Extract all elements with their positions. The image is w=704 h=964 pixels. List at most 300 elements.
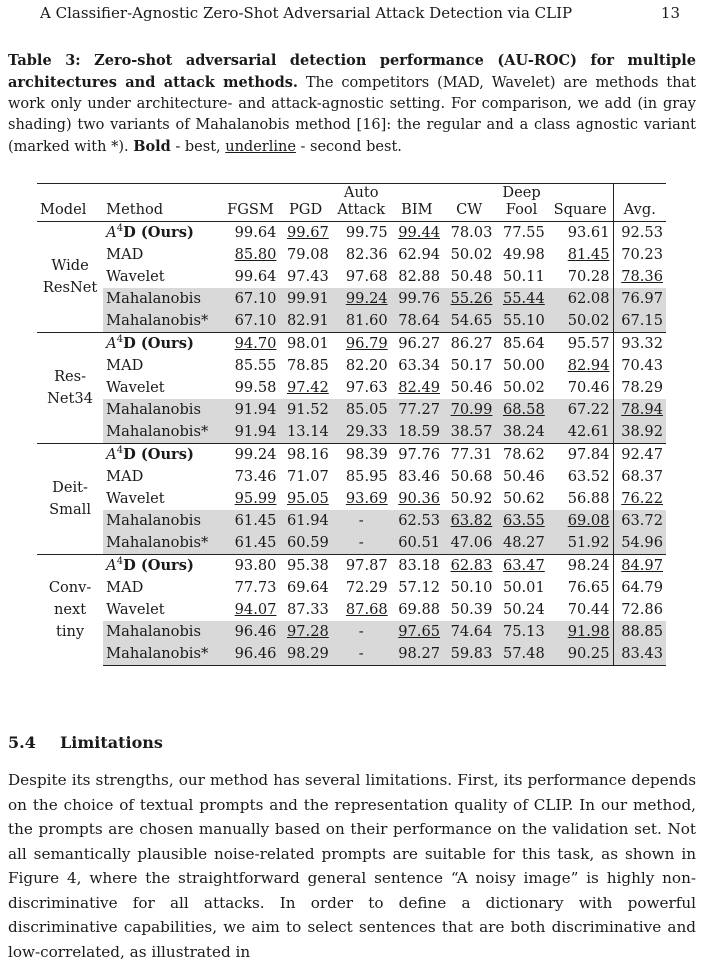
cell-value: 77.73 xyxy=(234,579,277,596)
value-cell xyxy=(332,643,391,666)
cell-value: 78.94 xyxy=(621,401,663,418)
cell-value: 60.59 xyxy=(286,534,329,551)
value-cell xyxy=(495,532,547,555)
avg-cell xyxy=(613,488,666,510)
cell-value: 70.99 xyxy=(450,401,493,418)
header-square: Square xyxy=(548,184,613,222)
method-cell xyxy=(103,510,221,532)
table-row xyxy=(37,532,666,555)
cell-value: 62.94 xyxy=(398,246,441,263)
method-cell xyxy=(103,244,221,266)
ours-label: D (Ours) xyxy=(123,557,194,574)
value-cell xyxy=(222,621,280,643)
value-cell xyxy=(332,244,391,266)
avg-cell xyxy=(613,288,666,310)
cell-value: 77.31 xyxy=(450,446,493,463)
cell-value: 99.24 xyxy=(345,290,388,307)
cell-value: - xyxy=(358,512,364,529)
value-cell xyxy=(495,510,547,532)
value-cell xyxy=(279,599,331,621)
cell-value: 83.43 xyxy=(621,645,663,662)
cell-value: 50.02 xyxy=(502,379,545,396)
cell-value: 77.27 xyxy=(398,401,441,418)
cell-value: 67.15 xyxy=(621,312,663,329)
cell-value: 91.98 xyxy=(567,623,610,640)
avg-cell xyxy=(613,510,666,532)
cell-value: 76.97 xyxy=(621,290,663,307)
cell-value: 96.46 xyxy=(234,623,277,640)
model-name-line: ResNet xyxy=(42,279,98,296)
table-header xyxy=(37,184,666,222)
cell-value: 69.64 xyxy=(286,579,329,596)
method-name: Mahalanobis* xyxy=(106,423,209,440)
value-cell xyxy=(391,599,443,621)
header-autoattack-line1: Auto xyxy=(343,184,379,201)
value-cell xyxy=(548,621,613,643)
cell-value: 98.16 xyxy=(286,446,329,463)
value-cell xyxy=(222,244,280,266)
value-cell xyxy=(548,488,613,510)
value-cell xyxy=(548,222,613,245)
cell-value: 54.65 xyxy=(450,312,493,329)
cell-value: 63.55 xyxy=(502,512,545,529)
ours-letter: A xyxy=(106,335,117,352)
cell-value: 73.46 xyxy=(234,468,277,485)
cell-value: 68.58 xyxy=(502,401,545,418)
value-cell xyxy=(443,421,495,444)
method-name: MAD xyxy=(106,579,144,596)
value-cell xyxy=(443,244,495,266)
cell-value: 79.08 xyxy=(286,246,329,263)
cell-value: 72.86 xyxy=(621,601,663,618)
value-cell xyxy=(391,266,443,288)
cell-value: 70.46 xyxy=(567,379,610,396)
cell-value: 97.68 xyxy=(345,268,388,285)
value-cell xyxy=(332,355,391,377)
avg-cell xyxy=(613,643,666,666)
cell-value: 67.10 xyxy=(234,312,277,329)
value-cell xyxy=(391,244,443,266)
cell-value: 96.79 xyxy=(345,335,388,352)
value-cell xyxy=(443,355,495,377)
value-cell xyxy=(391,510,443,532)
value-cell xyxy=(548,643,613,666)
value-cell xyxy=(391,333,443,356)
value-cell xyxy=(391,222,443,245)
cell-value: 78.29 xyxy=(621,379,663,396)
model-cell xyxy=(37,222,103,333)
cell-value: 55.44 xyxy=(502,290,545,307)
value-cell xyxy=(222,399,280,421)
table-row xyxy=(37,466,666,488)
avg-cell xyxy=(613,266,666,288)
value-cell xyxy=(279,532,331,555)
value-cell xyxy=(391,310,443,333)
value-cell xyxy=(332,310,391,333)
avg-cell xyxy=(613,333,666,356)
cell-value: 88.85 xyxy=(621,623,663,640)
avg-cell xyxy=(613,399,666,421)
value-cell xyxy=(391,288,443,310)
cell-value: 63.52 xyxy=(567,468,610,485)
cell-value: 95.99 xyxy=(234,490,277,507)
avg-cell xyxy=(613,532,666,555)
value-cell xyxy=(391,466,443,488)
method-name: Wavelet xyxy=(106,601,165,618)
cell-value: 62.08 xyxy=(567,290,610,307)
value-cell xyxy=(222,377,280,399)
cell-value: 85.05 xyxy=(345,401,388,418)
cell-value: 97.87 xyxy=(345,557,388,574)
method-cell xyxy=(103,310,221,333)
header-model: Model xyxy=(37,184,103,222)
value-cell xyxy=(548,377,613,399)
cell-value: 93.32 xyxy=(621,335,663,352)
method-name: Mahalanobis* xyxy=(106,312,209,329)
value-cell xyxy=(332,510,391,532)
value-cell xyxy=(443,577,495,599)
method-cell xyxy=(103,288,221,310)
method-cell xyxy=(103,643,221,666)
cell-value: 99.64 xyxy=(234,224,277,241)
avg-cell xyxy=(613,355,666,377)
cell-value: 96.46 xyxy=(234,645,277,662)
caption-text-2: - best, xyxy=(170,139,226,155)
cell-value: 55.26 xyxy=(450,290,493,307)
value-cell xyxy=(279,399,331,421)
cell-value: 84.97 xyxy=(621,557,663,574)
value-cell xyxy=(332,377,391,399)
value-cell xyxy=(443,399,495,421)
value-cell xyxy=(495,555,547,578)
method-cell xyxy=(103,555,221,578)
value-cell xyxy=(222,510,280,532)
cell-value: 97.65 xyxy=(398,623,441,640)
cell-value: 97.76 xyxy=(398,446,441,463)
cell-value: 97.42 xyxy=(286,379,329,396)
ours-superscript: 4 xyxy=(116,334,124,346)
cell-value: 42.61 xyxy=(567,423,610,440)
cell-value: 97.63 xyxy=(345,379,388,396)
value-cell xyxy=(279,355,331,377)
value-cell xyxy=(443,288,495,310)
cell-value: 70.44 xyxy=(567,601,610,618)
value-cell xyxy=(391,555,443,578)
value-cell xyxy=(222,444,280,467)
method-cell xyxy=(103,377,221,399)
avg-cell xyxy=(613,466,666,488)
value-cell xyxy=(332,266,391,288)
table-row xyxy=(37,577,666,599)
value-cell xyxy=(332,222,391,245)
cell-value: 97.28 xyxy=(286,623,329,640)
header-row xyxy=(37,184,666,222)
cell-value: 83.46 xyxy=(398,468,441,485)
method-name: Wavelet xyxy=(106,490,165,507)
method-name: Mahalanobis* xyxy=(106,645,209,662)
model-cell xyxy=(37,444,103,555)
cell-value: 50.39 xyxy=(450,601,493,618)
value-cell xyxy=(279,310,331,333)
cell-value: - xyxy=(358,623,364,640)
method-cell xyxy=(103,488,221,510)
value-cell xyxy=(391,399,443,421)
cell-value: 61.94 xyxy=(286,512,329,529)
method-name: Mahalanobis* xyxy=(106,534,209,551)
cell-value: 91.94 xyxy=(234,423,277,440)
value-cell xyxy=(495,244,547,266)
value-cell xyxy=(279,444,331,467)
cell-value: 82.20 xyxy=(345,357,388,374)
value-cell xyxy=(495,377,547,399)
value-cell xyxy=(548,510,613,532)
header-deepfool xyxy=(495,184,547,222)
cell-value: 99.91 xyxy=(286,290,329,307)
cell-value: 50.46 xyxy=(450,379,493,396)
method-name: Mahalanobis xyxy=(106,512,201,529)
value-cell xyxy=(222,577,280,599)
model-name-line: Conv- xyxy=(48,579,92,597)
value-cell xyxy=(279,244,331,266)
value-cell xyxy=(443,466,495,488)
method-cell xyxy=(103,621,221,643)
value-cell xyxy=(332,577,391,599)
cell-value: 91.94 xyxy=(234,401,277,418)
cell-value: 50.62 xyxy=(502,490,545,507)
value-cell xyxy=(391,577,443,599)
cell-value: 87.33 xyxy=(286,601,329,618)
value-cell xyxy=(222,643,280,666)
cell-value: 90.25 xyxy=(567,645,610,662)
avg-cell xyxy=(613,377,666,399)
cell-value: 63.47 xyxy=(502,557,545,574)
cell-value: 98.39 xyxy=(345,446,388,463)
cell-value: 63.82 xyxy=(450,512,493,529)
cell-value: 90.36 xyxy=(398,490,441,507)
caption-bold-word: Bold xyxy=(133,138,171,155)
value-cell xyxy=(332,288,391,310)
method-cell xyxy=(103,222,221,245)
cell-value: 69.08 xyxy=(567,512,610,529)
cell-value: 98.29 xyxy=(286,645,329,662)
cell-value: 55.10 xyxy=(502,312,545,329)
method-name: Mahalanobis xyxy=(106,290,201,307)
table-row xyxy=(37,310,666,333)
method-cell xyxy=(103,577,221,599)
cell-value: 49.98 xyxy=(502,246,545,263)
cell-value: 50.46 xyxy=(502,468,545,485)
cell-value: 98.24 xyxy=(567,557,610,574)
cell-value: 99.44 xyxy=(398,224,441,241)
value-cell xyxy=(279,288,331,310)
value-cell xyxy=(495,444,547,467)
model-name-line: Net34 xyxy=(47,390,93,407)
cell-value: 82.94 xyxy=(567,357,610,374)
cell-value: 50.00 xyxy=(502,357,545,374)
value-cell xyxy=(548,333,613,356)
cell-value: 50.68 xyxy=(450,468,493,485)
avg-cell xyxy=(613,599,666,621)
cell-value: 95.57 xyxy=(567,335,610,352)
value-cell xyxy=(443,621,495,643)
cell-value: 50.48 xyxy=(450,268,493,285)
value-cell xyxy=(332,488,391,510)
page-number: 13 xyxy=(660,4,680,22)
ours-label: D (Ours) xyxy=(123,335,194,352)
cell-value: 47.06 xyxy=(450,534,493,551)
value-cell xyxy=(279,643,331,666)
table-row xyxy=(37,244,666,266)
method-cell xyxy=(103,444,221,467)
section-title: Limitations xyxy=(60,733,163,752)
avg-cell xyxy=(613,621,666,643)
value-cell xyxy=(495,355,547,377)
value-cell xyxy=(495,288,547,310)
page-header xyxy=(0,4,704,26)
table-row xyxy=(37,621,666,643)
value-cell xyxy=(279,555,331,578)
cell-value: 85.95 xyxy=(345,468,388,485)
method-name: Wavelet xyxy=(106,268,165,285)
value-cell xyxy=(548,577,613,599)
header-pgd: PGD xyxy=(279,184,331,222)
value-cell xyxy=(443,333,495,356)
cell-value: 82.88 xyxy=(398,268,441,285)
value-cell xyxy=(548,244,613,266)
cell-value: 81.45 xyxy=(567,246,610,263)
cell-value: 50.10 xyxy=(450,579,493,596)
cell-value: 85.64 xyxy=(502,335,545,352)
value-cell xyxy=(443,377,495,399)
value-cell xyxy=(391,377,443,399)
value-cell xyxy=(332,333,391,356)
cell-value: 62.83 xyxy=(450,557,493,574)
caption-text-3: - second best. xyxy=(295,139,402,155)
value-cell xyxy=(279,421,331,444)
cell-value: 70.28 xyxy=(567,268,610,285)
header-autoattack xyxy=(332,184,391,222)
header-autoattack-line2: Attack xyxy=(337,201,386,218)
cell-value: 78.03 xyxy=(450,224,493,241)
cell-value: 82.36 xyxy=(345,246,388,263)
ours-letter: A xyxy=(106,446,117,463)
cell-value: 96.27 xyxy=(398,335,441,352)
table-row xyxy=(37,399,666,421)
value-cell xyxy=(391,621,443,643)
value-cell xyxy=(391,355,443,377)
cell-value: 50.24 xyxy=(502,601,545,618)
method-cell xyxy=(103,355,221,377)
method-cell xyxy=(103,421,221,444)
cell-value: 78.62 xyxy=(502,446,545,463)
method-name: Mahalanobis xyxy=(106,401,201,418)
method-cell xyxy=(103,532,221,555)
value-cell xyxy=(222,222,280,245)
cell-value: 78.85 xyxy=(286,357,329,374)
cell-value: - xyxy=(358,534,364,551)
header-deepfool-line2: Fool xyxy=(505,201,538,218)
cell-value: 57.12 xyxy=(398,579,441,596)
cell-value: 87.68 xyxy=(345,601,388,618)
cell-value: 62.53 xyxy=(398,512,441,529)
value-cell xyxy=(495,577,547,599)
cell-value: 99.24 xyxy=(234,446,277,463)
value-cell xyxy=(495,266,547,288)
cell-value: 99.64 xyxy=(234,268,277,285)
value-cell xyxy=(548,288,613,310)
caption-text: The competitors (MAD, Wavelet) are methods that work only under architecture- and attack-agnostic setting. For comparison, we add (in gray shading) two variants of Mahalanobis method [16]: the regular and a class agnostic variant (marked with *). xyxy=(8,75,697,155)
cell-value: 82.49 xyxy=(398,379,441,396)
method-cell xyxy=(103,266,221,288)
value-cell xyxy=(548,399,613,421)
method-cell xyxy=(103,466,221,488)
cell-value: 50.01 xyxy=(502,579,545,596)
cell-value: 98.01 xyxy=(286,335,329,352)
table-row xyxy=(37,599,666,621)
value-cell xyxy=(222,310,280,333)
value-cell xyxy=(443,488,495,510)
table-row xyxy=(37,488,666,510)
body-paragraph: Despite its strengths, our method has several limitations. First, its performance depends on the choice of textual prompts and the representation quality of CLIP. In our method, the prompts are chosen manually based on their performance on the validation set. Not all semantically plausible noise-related prompts are suitable for this task, as shown in Figure 4, where the straightforward general sentence “A noisy image” is highly non-discriminative for all attacks. In order to define a dictionary with powerful discriminative capabilities, we aim to select sentences that are both discriminative and low-correlated, as illustrated in xyxy=(8,771,696,961)
cell-value: 59.83 xyxy=(450,645,493,662)
method-name: Wavelet xyxy=(106,379,165,396)
cell-value: 99.58 xyxy=(234,379,277,396)
value-cell xyxy=(279,577,331,599)
cell-value: 85.80 xyxy=(234,246,277,263)
value-cell xyxy=(279,266,331,288)
method-cell xyxy=(103,599,221,621)
cell-value: 64.79 xyxy=(621,579,663,596)
value-cell xyxy=(279,510,331,532)
value-cell xyxy=(332,532,391,555)
ours-letter: A xyxy=(106,224,117,241)
table-row xyxy=(37,377,666,399)
cell-value: 97.84 xyxy=(567,446,610,463)
value-cell xyxy=(222,599,280,621)
cell-value: 99.76 xyxy=(398,290,441,307)
cell-value: 99.67 xyxy=(286,224,329,241)
header-deepfool-line1: Deep xyxy=(502,184,541,201)
table-row xyxy=(37,222,666,245)
method-cell xyxy=(103,333,221,356)
cell-value: 61.45 xyxy=(234,512,277,529)
model-cell xyxy=(37,333,103,444)
value-cell xyxy=(222,466,280,488)
value-cell xyxy=(548,599,613,621)
value-cell xyxy=(443,266,495,288)
value-cell xyxy=(495,599,547,621)
model-cell xyxy=(37,555,103,666)
table-row xyxy=(37,333,666,356)
value-cell xyxy=(222,355,280,377)
value-cell xyxy=(332,466,391,488)
cell-value: 51.92 xyxy=(567,534,610,551)
value-cell xyxy=(332,421,391,444)
value-cell xyxy=(332,399,391,421)
cell-value: 50.92 xyxy=(450,490,493,507)
cell-value: 94.70 xyxy=(234,335,277,352)
value-cell xyxy=(548,444,613,467)
value-cell xyxy=(495,310,547,333)
section-number: 5.4 xyxy=(8,733,36,752)
model-name-line: next xyxy=(54,601,87,619)
cell-value: 63.34 xyxy=(398,357,441,374)
value-cell xyxy=(495,643,547,666)
cell-value: 54.96 xyxy=(621,534,663,551)
cell-value: 48.27 xyxy=(502,534,545,551)
cell-value: 50.02 xyxy=(567,312,610,329)
cell-value: 86.27 xyxy=(450,335,493,352)
